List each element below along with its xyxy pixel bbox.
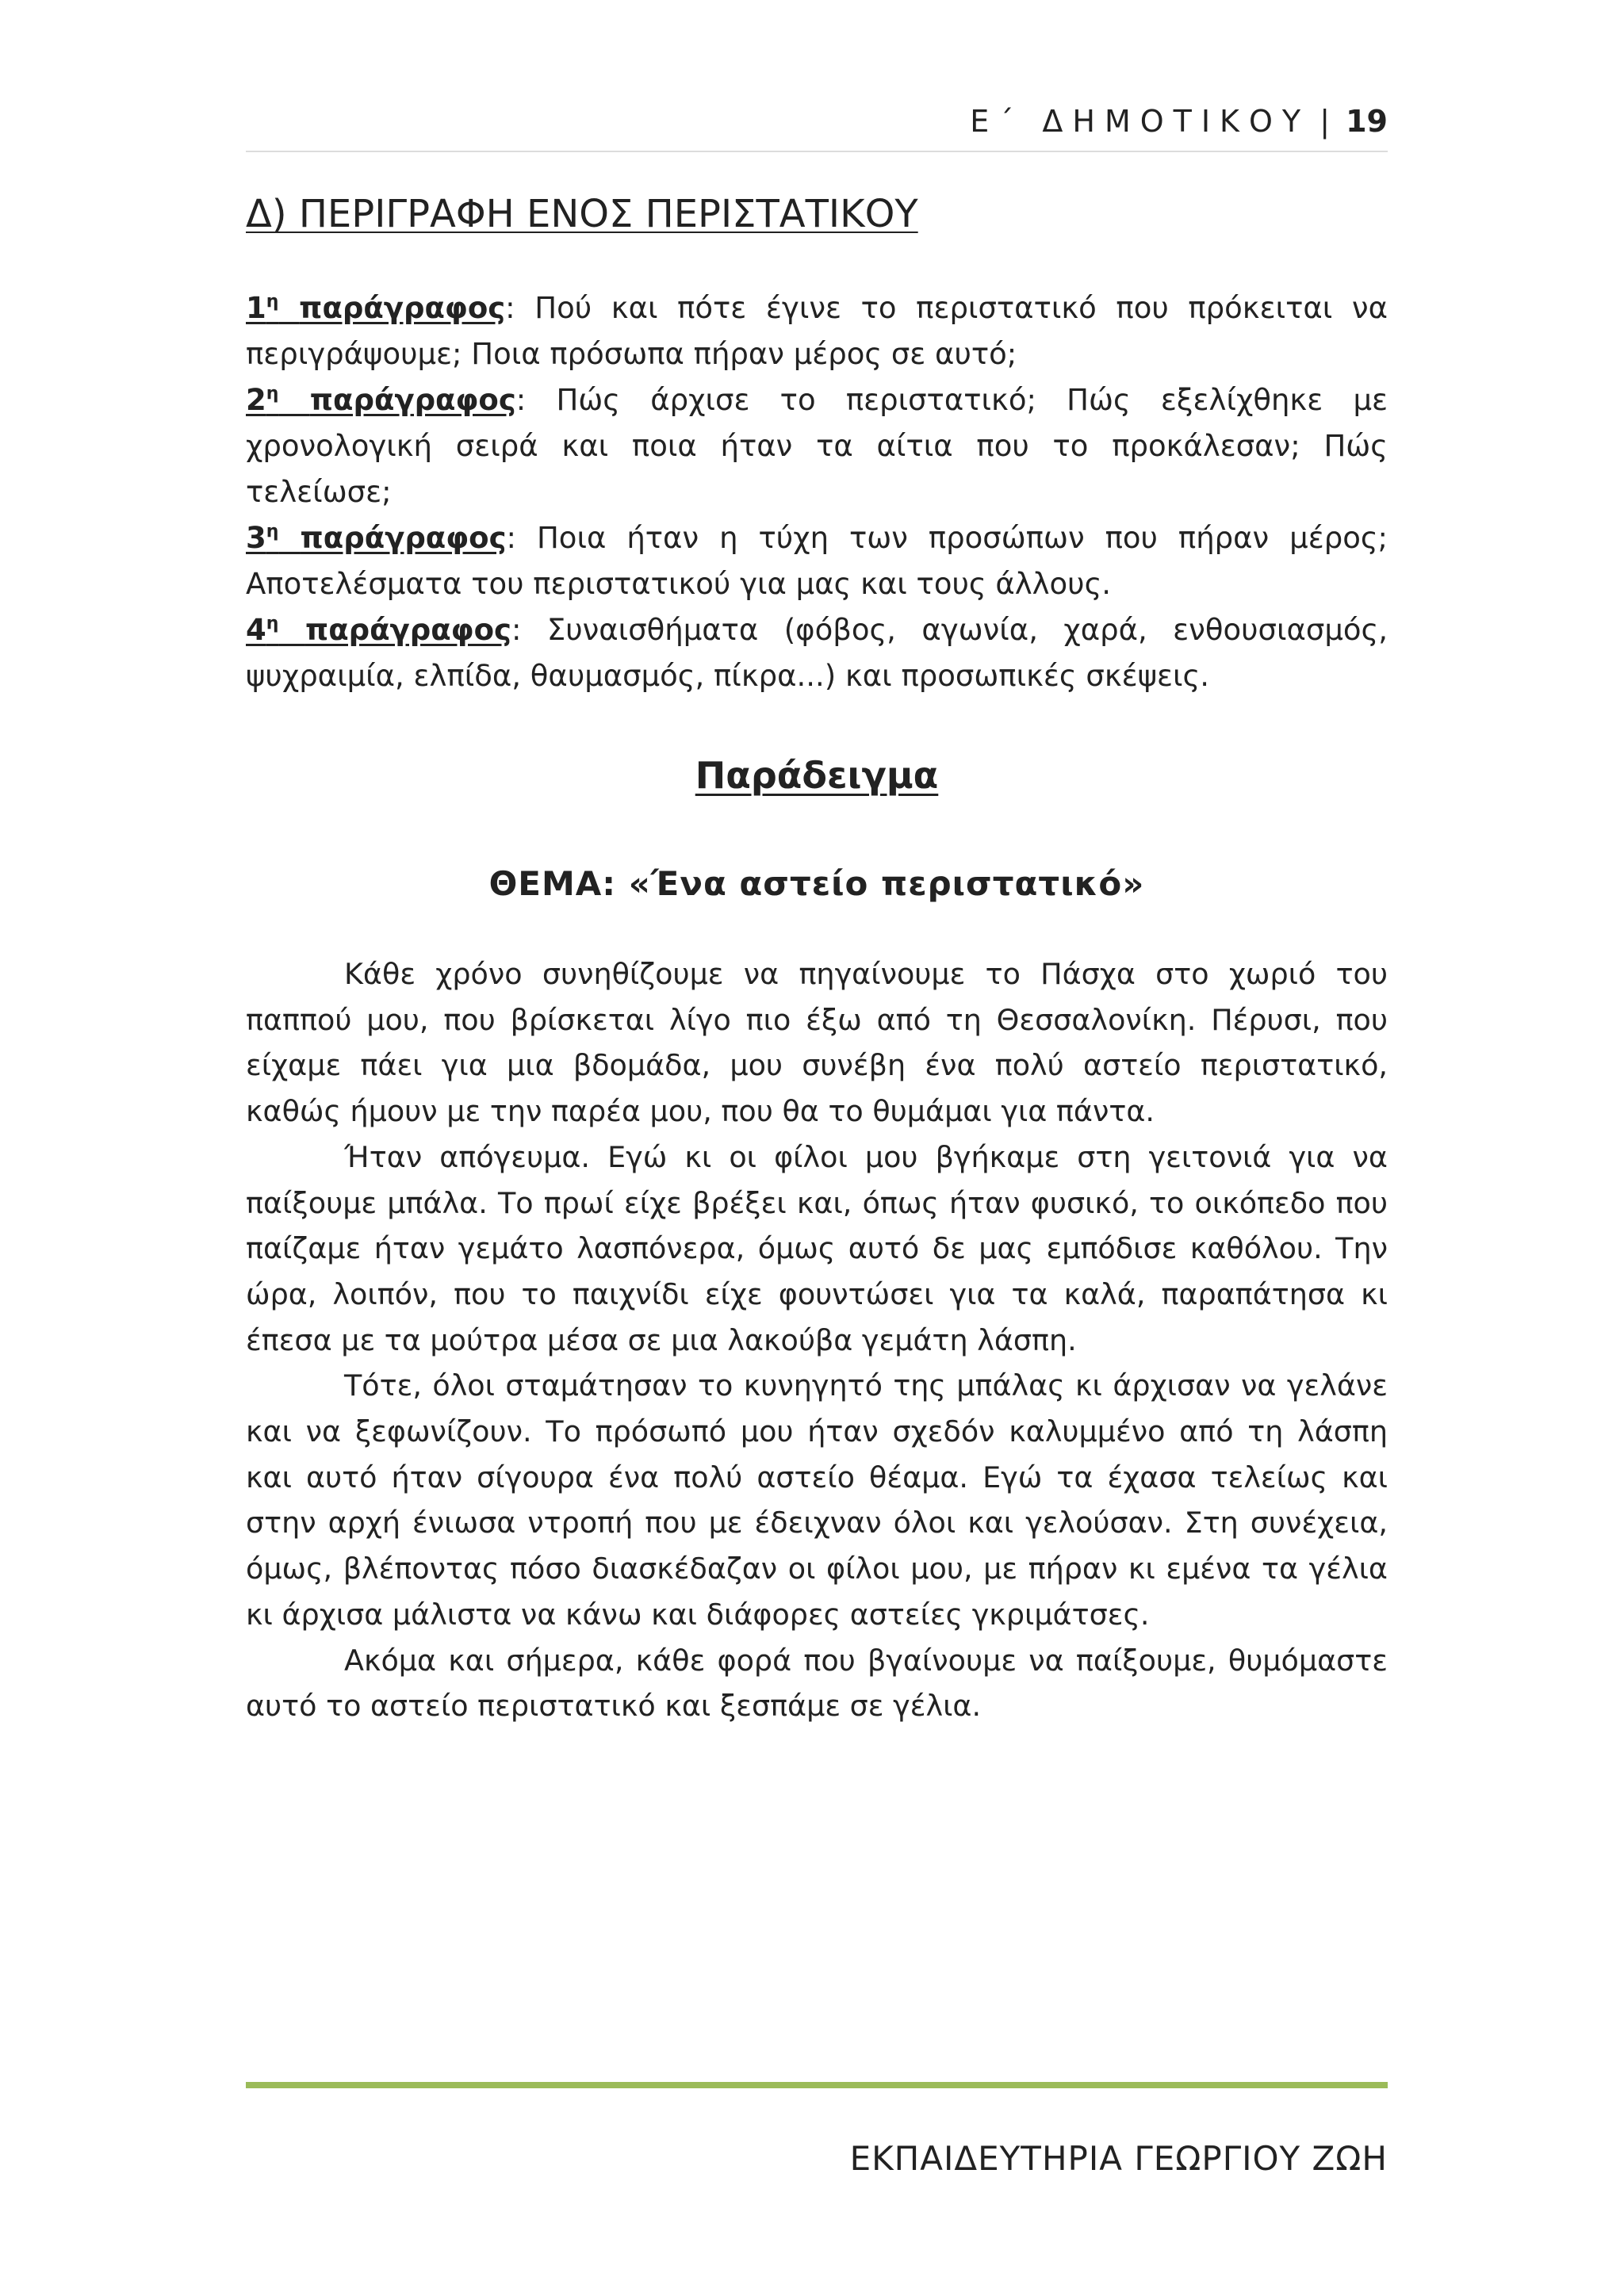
guide-item-label: $4^\eta$ παράγραφος [246,613,511,647]
footer-author: ΕΚΠΑΙΔΕΥΤΗΡΙΑ ΓΕΩΡΓΙΟΥ ΖΩΗ [849,2139,1388,2178]
guide-item: $3^\eta$ παράγραφος: Ποια ήταν η τύχη των προσώπων που πήραν μέρος; Αποτελέσματα του περιστατικού για μας και τους άλλους. [246,521,1388,601]
story-paragraph: Τότε, όλοι σταμάτησαν το κυνηγητό της μπάλας κι άρχισαν να γελάνε και να ξεφωνίζουν. Το πρόσωπό μου ήταν σχεδόν καλυμμένο από τη λάσπη και αυτό ήταν σίγουρα ένα πολύ αστείο θέαμα. Εγώ τα έχασα τελείως και στην αρχή ένιωσα ντροπή που με έδειχναν όλοι και γελούσαν. Στη συνέχεια, όμως, βλέποντας πόσο διασκέδαζαν οι φίλοι μου, με πήραν κι εμένα τα γέλια κι άρχισα μάλιστα να κάνω και διάφορες αστείες γκριμάτσες. [246,1368,1388,1632]
guide-item: $1^\eta$ παράγραφος: Πού και πότε έγινε το περιστατικό που πρόκειται να περιγράψουμε; Ποια πρόσωπα πήραν μέρος σε αυτό; [246,291,1388,371]
footer-rule [246,2082,1388,2088]
guide-item-label: $3^\eta$ παράγραφος [246,521,507,555]
guide-item: $2^\eta$ παράγραφος: Πώς άρχισε το περιστατικό; Πώς εξελίχθηκε με χρονολογική σειρά και ποια ήταν τα αίτια που το προκάλεσαν; Πώς τελείωσε; [246,383,1388,509]
header-class-label: Ε΄ ΔΗΜΟΤΙΚΟΥ [970,104,1311,139]
example-title: Παράδειγμα [695,754,939,797]
guide-item: $4^\eta$ παράγραφος: Συναισθήματα (φόβος, αγωνία, χαρά, ενθουσιασμός, ψυχραιμία, ελπίδα, θαυμασμός, πίκρα...) και προσωπικές σκέψεις. [246,613,1388,693]
guide-item-label: $2^\eta$ παράγραφος [246,383,516,417]
theme-title: ΘΕΜΑ: «Ένα αστείο περιστατικό» [488,864,1145,903]
guide-item-text: Πού και πότε έγινε το περιστατικό που πρόκειται να περιγράψουμε; Ποια πρόσωπα πήραν μέρος σε αυτό; [246,291,1388,371]
guide-item-label: $1^\eta$ παράγραφος [246,291,506,325]
paragraph-guide [246,285,1388,699]
page-number: 19 [1346,104,1388,139]
story-paragraph: Ακόμα και σήμερα, κάθε φορά που βγαίνουμε να παίξουμε, θυμόμαστε αυτό το αστείο περιστατικό και ξεσπάμε σε γέλια. [246,1643,1388,1724]
guide-item-text: Ποια ήταν η τύχη των προσώπων που πήραν μέρος; Αποτελέσματα του περιστατικού για μας και τους άλλους. [246,521,1388,601]
page-header [246,95,1388,152]
section-title: Δ) ΠΕΡΙΓΡΑΦΗ ΕΝΟΣ ΠΕΡΙΣΤΑΤΙΚΟΥ [246,192,918,236]
guide-item-text: Συναισθήματα (φόβος, αγωνία, χαρά, ενθουσιασμός, ψυχραιμία, ελπίδα, θαυμασμός, πίκρα...) και προσωπικές σκέψεις. [246,613,1388,693]
header-text [970,101,1388,141]
story-paragraph: Κάθε χρόνο συνηθίζουμε να πηγαίνουμε το Πάσχα στο χωριό του παππού μου, που βρίσκεται λίγο πιο έξω από τη Θεσσαλονίκη. Πέρυσι, που είχαμε πάει για μια βδομάδα, μου συνέβη ένα πολύ αστείο περιστατικό, καθώς ήμουν με την παρέα μου, που θα το θυμάμαι για πάντα. [246,957,1388,1129]
story-paragraph: Ήταν απόγευμα. Εγώ κι οι φίλοι μου βγήκαμε στη γειτονιά για να παίξουμε μπάλα. Το πρωί είχε βρέξει και, όπως ήταν φυσικό, το οικόπεδο που παίζαμε ήταν γεμάτο λασπόνερα, όμως αυτό δε μας εμπόδισε καθόλου. Την ώρα, λοιπόν, που το παιχνίδι είχε φουντώσει για τα καλά, παραπάτησα κι έπεσα με τα μούτρα μέσα σε μια λακούβα γεμάτη λάσπη. [246,1139,1388,1357]
header-separator: | [1320,104,1331,139]
guide-item-text: Πώς άρχισε το περιστατικό; Πώς εξελίχθηκε με χρονολογική σειρά και ποια ήταν τα αίτια που το προκάλεσαν; Πώς τελείωσε; [246,383,1388,509]
example-story [246,951,1388,1729]
